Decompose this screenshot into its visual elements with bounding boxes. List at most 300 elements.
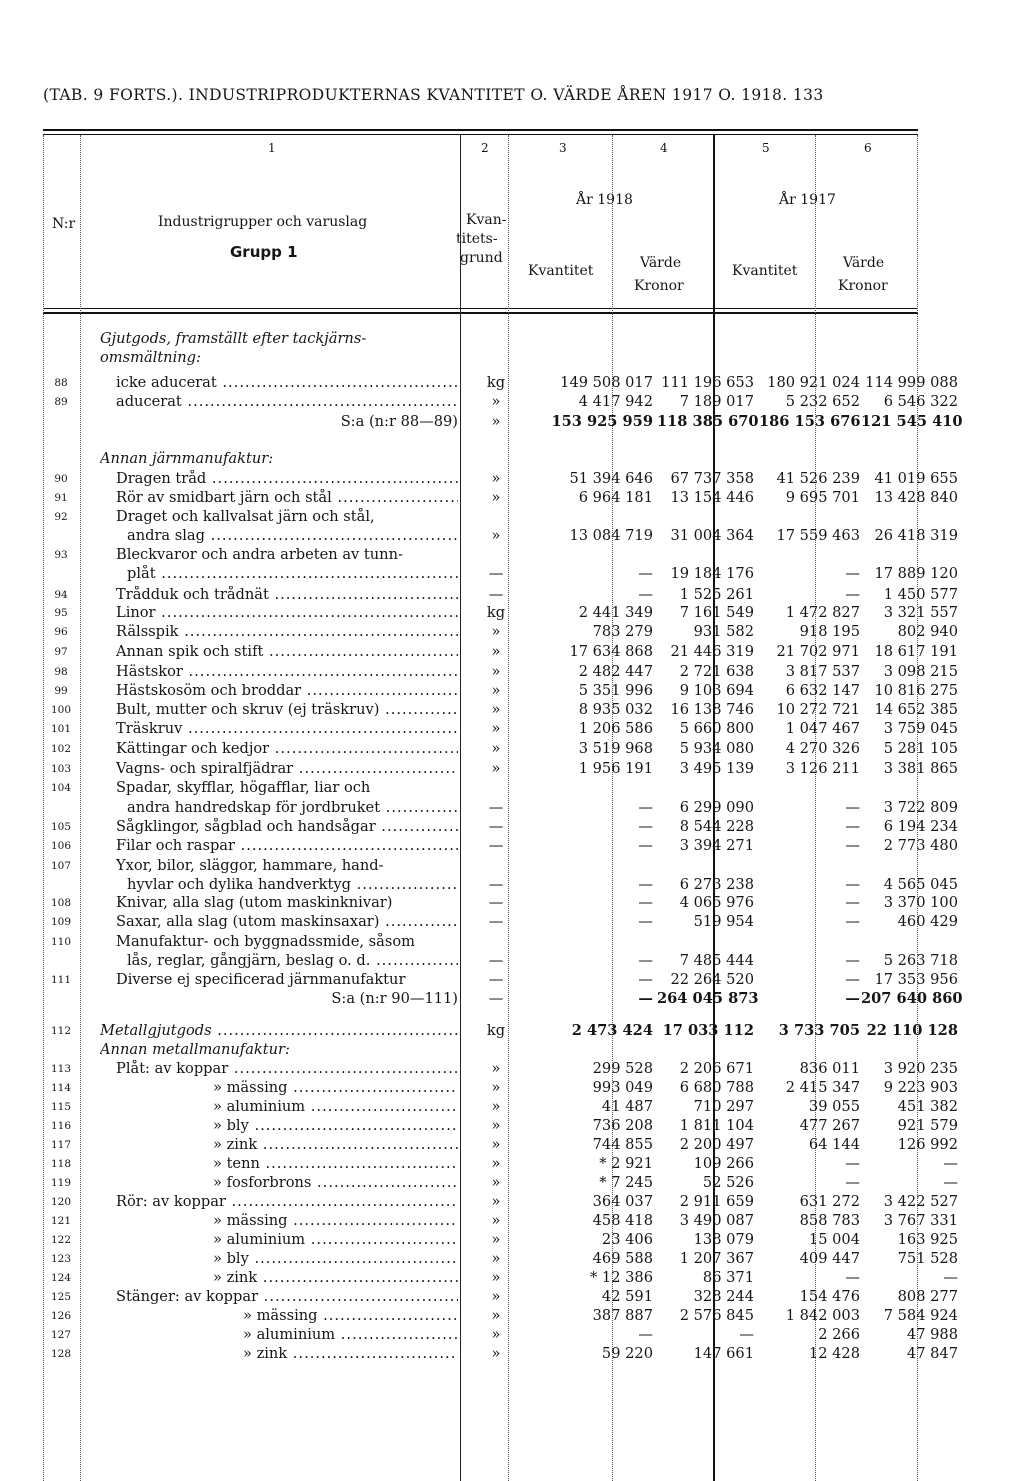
- row-number: 110: [50, 936, 72, 948]
- table-row: [43, 604, 958, 623]
- value-cell: 3 370 100: [883, 894, 958, 911]
- value-cell: 207 640 860: [861, 990, 963, 1007]
- row-description: icke aducerat .....: [116, 374, 458, 391]
- value-cell: 2 911 659: [679, 1193, 754, 1210]
- value-cell: 918 195: [799, 623, 860, 640]
- value-cell: 17 559 463: [776, 527, 860, 544]
- row-number: 109: [50, 916, 72, 928]
- value-cell: 5 351 996: [578, 682, 653, 699]
- value-cell: 17 033 112: [662, 1022, 754, 1039]
- table-row: [43, 857, 923, 876]
- table-row: [43, 1193, 958, 1212]
- row-description: » aluminium .....: [213, 1098, 458, 1115]
- value-cell: 3 490 087: [679, 1212, 754, 1229]
- value-cell: 3 098 215: [883, 663, 958, 680]
- value-cell: 519 954: [693, 913, 754, 930]
- value-cell: 10 816 275: [874, 682, 958, 699]
- unit-cell: »: [491, 527, 501, 544]
- unit-cell: »: [491, 663, 501, 680]
- row-number: 103: [50, 763, 72, 775]
- column-number: 1: [268, 141, 276, 155]
- row-number: 95: [54, 607, 68, 619]
- row-description: Bleckvaror och andra arbeten av tunn-: [116, 546, 403, 563]
- table-row: [43, 952, 958, 971]
- table-row: [43, 565, 958, 584]
- value-cell: 460 429: [897, 913, 958, 930]
- row-number: 105: [50, 821, 72, 833]
- value-cell: 4 270 326: [785, 740, 860, 757]
- value-cell: 1 047 467: [785, 720, 860, 737]
- table-row: [43, 1288, 958, 1307]
- row-number: 104: [50, 782, 72, 794]
- row-description: Gjutgods, framställt efter tackjärns-: [100, 330, 367, 347]
- unit-cell: —: [488, 990, 504, 1007]
- table-row: [43, 1326, 958, 1345]
- value-cell: 6 964 181: [578, 489, 653, 506]
- row-number: 97: [54, 646, 68, 658]
- row-description: Dragen tråd .....: [116, 470, 458, 487]
- value-cell: 180 921 024: [767, 374, 860, 391]
- table-row: [43, 623, 958, 642]
- row-number: 127: [50, 1329, 72, 1341]
- kvantitetsgrund-header: titets-: [456, 231, 498, 247]
- unit-cell: kg: [486, 374, 506, 391]
- unit-cell: —: [488, 894, 504, 911]
- row-description: andra slag .....: [127, 527, 458, 544]
- row-description: » bly .....: [213, 1250, 458, 1267]
- unit-cell: »: [491, 470, 501, 487]
- value-cell: 2 415 347: [785, 1079, 860, 1096]
- table-row: [43, 1060, 958, 1079]
- row-number: 121: [50, 1215, 72, 1227]
- row-description: Hästskor .....: [116, 663, 458, 680]
- value-cell: —: [845, 876, 860, 893]
- table-row: [43, 971, 958, 990]
- value-cell: 477 267: [799, 1117, 860, 1134]
- row-description: Sågklingor, sågblad och handsågar .....: [116, 818, 458, 835]
- value-cell: 5 934 080: [679, 740, 754, 757]
- row-number: 117: [50, 1139, 72, 1151]
- value-cell: —: [638, 971, 653, 988]
- row-description: » mässing .....: [213, 1079, 458, 1096]
- value-cell: 41 487: [601, 1098, 653, 1115]
- unit-cell: kg: [486, 1022, 506, 1039]
- table-row: [43, 413, 963, 432]
- row-description: Draget och kallvalsat järn och stål,: [116, 508, 375, 525]
- row-number: 94: [54, 589, 68, 601]
- row-number: 98: [54, 666, 68, 678]
- row-description: » zink .....: [213, 1136, 458, 1153]
- row-description: Vagns- och spiralfjädrar .....: [116, 760, 458, 777]
- value-cell: 1 207 367: [679, 1250, 754, 1267]
- row-number: 100: [50, 704, 72, 716]
- value-cell: —: [638, 799, 653, 816]
- value-cell: 264 045 873: [657, 990, 759, 1007]
- value-cell: 836 011: [799, 1060, 860, 1077]
- row-number: 113: [50, 1063, 72, 1075]
- table-row: [43, 1345, 958, 1364]
- value-cell: 21 702 971: [776, 643, 860, 660]
- value-cell: 22 110 128: [866, 1022, 958, 1039]
- value-cell: 9 223 903: [883, 1079, 958, 1096]
- unit-cell: »: [491, 1288, 501, 1305]
- table-row: [43, 330, 923, 349]
- table-row: [43, 586, 958, 605]
- unit-cell: »: [491, 1117, 501, 1134]
- value-cell: 631 272: [799, 1193, 860, 1210]
- value-cell: 364 037: [592, 1193, 653, 1210]
- row-description: Plåt: av koppar .....: [116, 1060, 458, 1077]
- value-cell: 52 526: [702, 1174, 754, 1191]
- row-description: S:a (n:r 90—111): [331, 990, 458, 1007]
- row-number: 102: [50, 743, 72, 755]
- year-1917-header: År 1917: [779, 192, 836, 208]
- kronor-1918-header: Kronor: [634, 278, 684, 294]
- row-number: 101: [50, 723, 72, 735]
- row-description: Träskruv .....: [116, 720, 458, 737]
- value-cell: 26 418 319: [874, 527, 958, 544]
- value-cell: 9 103 694: [679, 682, 754, 699]
- value-cell: 19 184 176: [670, 565, 754, 582]
- row-number: 107: [50, 860, 72, 872]
- header-bottom-rule: [43, 308, 918, 309]
- row-description: Annan metallmanufaktur:: [100, 1041, 290, 1058]
- table-row: [43, 349, 923, 368]
- page-header: (TAB. 9 FORTS.). INDUSTRIPRODUKTERNAS KVANTITET O. VÄRDE ÅREN 1917 O. 1918. 133: [43, 86, 824, 104]
- value-cell: 138 079: [693, 1231, 754, 1248]
- row-description: Rör: av koppar .....: [116, 1193, 458, 1210]
- value-cell: 3 495 139: [679, 760, 754, 777]
- value-cell: —: [845, 1174, 860, 1191]
- value-cell: 2 473 424: [571, 1022, 653, 1039]
- row-description: Filar och raspar .....: [116, 837, 458, 854]
- value-cell: 121 545 410: [861, 413, 963, 430]
- row-description: Linor .....: [116, 604, 458, 621]
- value-cell: 4 565 045: [883, 876, 958, 893]
- value-cell: 3 767 331: [883, 1212, 958, 1229]
- groups-header: Industrigrupper och varuslag: [158, 214, 368, 230]
- table-row: [43, 1250, 958, 1269]
- row-description: lås, reglar, gångjärn, beslag o. d. .....: [127, 952, 458, 969]
- row-number: 89: [54, 396, 68, 408]
- value-cell: 3 817 537: [785, 663, 860, 680]
- row-number: 90: [54, 473, 68, 485]
- unit-cell: »: [491, 1326, 501, 1343]
- unit-cell: »: [491, 1250, 501, 1267]
- value-cell: 921 579: [897, 1117, 958, 1134]
- kronor-1917-header: Kronor: [838, 278, 888, 294]
- table-row: [43, 527, 958, 546]
- row-description: Saxar, alla slag (utom maskinsaxar) .....: [116, 913, 458, 930]
- row-number: 126: [50, 1310, 72, 1322]
- value-cell: 16 138 746: [670, 701, 754, 718]
- row-number: 116: [50, 1120, 72, 1132]
- row-number: 108: [50, 897, 72, 909]
- kvantitetsgrund-header: Kvan-: [466, 212, 507, 228]
- table-row: [43, 933, 923, 952]
- value-cell: 9 695 701: [785, 489, 860, 506]
- table-row: [43, 682, 958, 701]
- value-cell: 186 153 676: [759, 413, 861, 430]
- value-cell: 154 476: [799, 1288, 860, 1305]
- row-number: 99: [54, 685, 68, 697]
- unit-cell: »: [491, 1193, 501, 1210]
- row-description: Spadar, skyfflar, högafflar, liar och: [116, 779, 371, 796]
- row-description: aducerat .....: [116, 393, 458, 410]
- row-number: 93: [54, 549, 68, 561]
- value-cell: 10 272 721: [776, 701, 860, 718]
- value-cell: 2 266: [818, 1326, 860, 1343]
- table-row: [43, 799, 958, 818]
- table-row: [43, 1174, 958, 1193]
- unit-cell: »: [491, 1060, 501, 1077]
- value-cell: 3 920 235: [883, 1060, 958, 1077]
- value-cell: —: [638, 913, 653, 930]
- value-cell: 13 428 840: [874, 489, 958, 506]
- value-cell: —: [638, 565, 653, 582]
- value-cell: —: [845, 894, 860, 911]
- value-cell: 2 482 447: [578, 663, 653, 680]
- value-cell: 13 154 446: [670, 489, 754, 506]
- value-cell: —: [638, 990, 653, 1007]
- table-row: [43, 643, 958, 662]
- unit-cell: »: [491, 740, 501, 757]
- value-cell: 458 418: [592, 1212, 653, 1229]
- value-cell: —: [845, 971, 860, 988]
- value-cell: 1 811 104: [679, 1117, 754, 1134]
- row-number: 92: [54, 511, 68, 523]
- table-row: [43, 760, 958, 779]
- row-description: Stänger: av koppar .....: [116, 1288, 458, 1305]
- value-cell: 7 189 017: [679, 393, 754, 410]
- unit-cell: —: [488, 565, 504, 582]
- value-cell: 86 371: [702, 1269, 754, 1286]
- value-cell: 31 004 364: [670, 527, 754, 544]
- value-cell: —: [845, 799, 860, 816]
- table-row: [43, 990, 963, 1009]
- top-rule: [43, 129, 918, 131]
- row-number: 125: [50, 1291, 72, 1303]
- table-row: [43, 470, 958, 489]
- table-row: [43, 779, 923, 798]
- value-cell: 6 632 147: [785, 682, 860, 699]
- unit-cell: »: [491, 393, 501, 410]
- value-cell: 14 652 385: [874, 701, 958, 718]
- value-cell: * 7 245: [599, 1174, 653, 1191]
- value-cell: 2 721 638: [679, 663, 754, 680]
- value-cell: 808 277: [897, 1288, 958, 1305]
- table-row: [43, 876, 958, 895]
- table-row: [43, 374, 958, 393]
- value-cell: 7 584 924: [883, 1307, 958, 1324]
- header-bottom-rule-bold: [43, 312, 918, 314]
- value-cell: 2 773 480: [883, 837, 958, 854]
- table-row: [43, 740, 958, 759]
- value-cell: 5 232 652: [785, 393, 860, 410]
- unit-cell: —: [488, 876, 504, 893]
- row-description: Rälsspik .....: [116, 623, 458, 640]
- unit-cell: »: [491, 1079, 501, 1096]
- row-number: 119: [50, 1177, 72, 1189]
- unit-cell: »: [491, 701, 501, 718]
- value-cell: 8 544 228: [679, 818, 754, 835]
- value-cell: 6 680 788: [679, 1079, 754, 1096]
- value-cell: 3 759 045: [883, 720, 958, 737]
- value-cell: —: [638, 837, 653, 854]
- table-row: [43, 894, 958, 913]
- value-cell: 3 422 527: [883, 1193, 958, 1210]
- row-description: Rör av smidbart järn och stål .....: [116, 489, 458, 506]
- row-description: » zink .....: [243, 1345, 458, 1362]
- table-row: [43, 1212, 958, 1231]
- unit-cell: »: [491, 1136, 501, 1153]
- value-cell: 39 055: [808, 1098, 860, 1115]
- value-cell: —: [845, 837, 860, 854]
- value-cell: 22 264 520: [670, 971, 754, 988]
- value-cell: —: [638, 1326, 653, 1343]
- row-description: » mässing .....: [243, 1307, 458, 1324]
- value-cell: 4 065 976: [679, 894, 754, 911]
- value-cell: 17 889 120: [874, 565, 958, 582]
- unit-cell: —: [488, 913, 504, 930]
- unit-cell: »: [491, 760, 501, 777]
- row-description: » aluminium .....: [243, 1326, 458, 1343]
- table-row: [43, 1098, 958, 1117]
- value-cell: 387 887: [592, 1307, 653, 1324]
- kvantitetsgrund-header: grund: [460, 250, 503, 266]
- value-cell: —: [845, 586, 860, 603]
- value-cell: 6 299 090: [679, 799, 754, 816]
- table-row: [43, 720, 958, 739]
- value-cell: 3 519 968: [578, 740, 653, 757]
- table-row: [43, 1136, 958, 1155]
- kvantitet-1918-header: Kvantitet: [528, 263, 594, 279]
- value-cell: 744 855: [592, 1136, 653, 1153]
- value-cell: 993 049: [592, 1079, 653, 1096]
- value-cell: 299 528: [592, 1060, 653, 1077]
- value-cell: 109 266: [693, 1155, 754, 1172]
- row-description: » tenn .....: [213, 1155, 458, 1172]
- value-cell: 409 447: [799, 1250, 860, 1267]
- row-description: Trådduk och trådnät .....: [116, 586, 458, 603]
- value-cell: * 12 386: [590, 1269, 653, 1286]
- table-row: [43, 701, 958, 720]
- value-cell: —: [845, 952, 860, 969]
- value-cell: 64 144: [808, 1136, 860, 1153]
- unit-cell: »: [491, 720, 501, 737]
- row-number: 91: [54, 492, 68, 504]
- value-cell: 710 297: [693, 1098, 754, 1115]
- unit-cell: kg: [486, 604, 506, 621]
- value-cell: —: [638, 894, 653, 911]
- unit-cell: »: [491, 1212, 501, 1229]
- value-cell: 328 244: [693, 1288, 754, 1305]
- unit-cell: »: [491, 682, 501, 699]
- table-row: [43, 508, 923, 527]
- row-description: hyvlar och dylika handverktyg .....: [127, 876, 458, 893]
- table-row: [43, 546, 923, 565]
- row-description: » zink .....: [213, 1269, 458, 1286]
- table-row: [43, 1269, 958, 1288]
- unit-cell: »: [491, 1174, 501, 1191]
- value-cell: 1 206 586: [578, 720, 653, 737]
- value-cell: 4 417 942: [578, 393, 653, 410]
- value-cell: 17 353 956: [874, 971, 958, 988]
- table-row: [43, 837, 958, 856]
- value-cell: 469 588: [592, 1250, 653, 1267]
- value-cell: 163 925: [897, 1231, 958, 1248]
- value-cell: 15 004: [808, 1231, 860, 1248]
- unit-cell: »: [491, 1269, 501, 1286]
- value-cell: 2 206 671: [679, 1060, 754, 1077]
- table-row: [43, 450, 923, 469]
- unit-cell: —: [488, 952, 504, 969]
- value-cell: 47 988: [906, 1326, 958, 1343]
- row-description: Metallgjutgods .....: [100, 1022, 458, 1039]
- row-number: 115: [50, 1101, 72, 1113]
- value-cell: 12 428: [808, 1345, 860, 1362]
- column-number: 2: [481, 141, 489, 155]
- unit-cell: »: [491, 643, 501, 660]
- table-row: [43, 1079, 958, 1098]
- table-row: [43, 393, 958, 412]
- value-cell: —: [845, 913, 860, 930]
- value-cell: 2 200 497: [679, 1136, 754, 1153]
- row-number: 114: [50, 1082, 72, 1094]
- row-description: » bly .....: [213, 1117, 458, 1134]
- value-cell: 1 956 191: [578, 760, 653, 777]
- unit-cell: »: [491, 413, 501, 430]
- row-number: 118: [50, 1158, 72, 1170]
- row-description: » aluminium .....: [213, 1231, 458, 1248]
- value-cell: 149 508 017: [560, 374, 653, 391]
- table-row: [43, 1307, 958, 1326]
- table-row: [43, 1231, 958, 1250]
- row-description: Knivar, alla slag (utom maskinknivar): [116, 894, 393, 911]
- top-rule-thin: [43, 134, 918, 135]
- value-cell: 3 733 705: [778, 1022, 860, 1039]
- row-description: Hästskosöm och broddar .....: [116, 682, 458, 699]
- value-cell: 111 196 653: [661, 374, 754, 391]
- year-1918-header: År 1918: [576, 192, 633, 208]
- value-cell: —: [845, 818, 860, 835]
- value-cell: —: [638, 586, 653, 603]
- value-cell: —: [943, 1155, 958, 1172]
- value-cell: 17 634 868: [569, 643, 653, 660]
- value-cell: 6 546 322: [883, 393, 958, 410]
- value-cell: —: [845, 1155, 860, 1172]
- row-description: » mässing .....: [213, 1212, 458, 1229]
- value-cell: 3 381 865: [883, 760, 958, 777]
- value-cell: —: [943, 1269, 958, 1286]
- unit-cell: »: [491, 489, 501, 506]
- value-cell: 147 661: [693, 1345, 754, 1362]
- value-cell: —: [638, 876, 653, 893]
- unit-cell: »: [491, 1098, 501, 1115]
- row-number: 96: [54, 626, 68, 638]
- row-number: 112: [50, 1025, 72, 1037]
- value-cell: —: [845, 1269, 860, 1286]
- row-number: 120: [50, 1196, 72, 1208]
- varde-1917-header: Värde: [843, 255, 885, 271]
- value-cell: 3 394 271: [679, 837, 754, 854]
- row-description: S:a (n:r 88—89): [340, 413, 458, 430]
- row-description: omsmältning:: [100, 349, 201, 366]
- row-description: andra handredskap för jordbruket .....: [127, 799, 458, 816]
- value-cell: 1 525 261: [679, 586, 754, 603]
- varde-1918-header: Värde: [640, 255, 682, 271]
- row-number: 123: [50, 1253, 72, 1265]
